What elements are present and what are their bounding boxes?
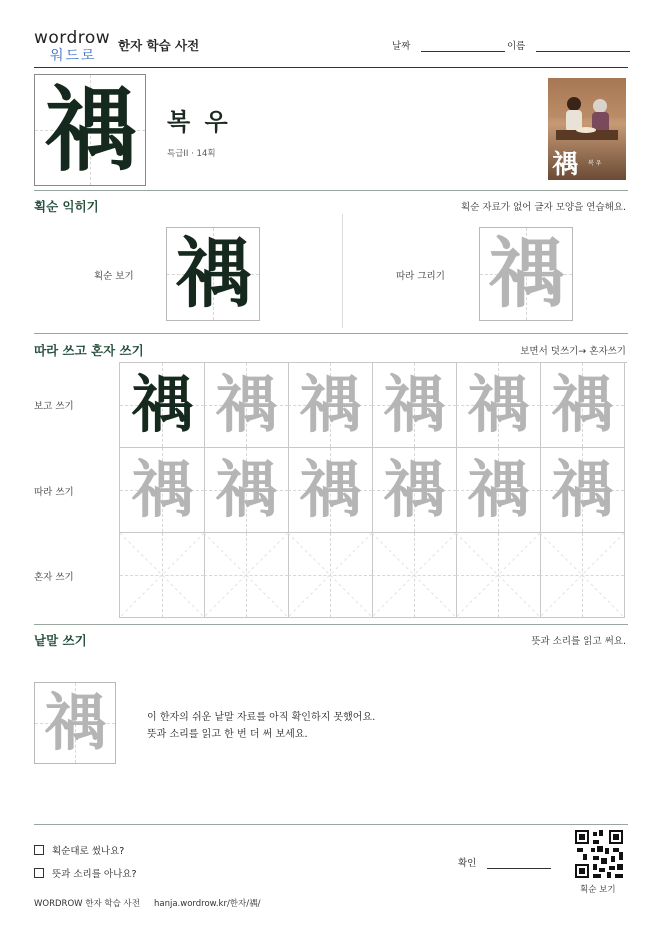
illustration-thumbnail bbox=[548, 78, 626, 180]
footer-brand: WORDROW 한자 학습 사전 bbox=[34, 899, 140, 909]
logo-wordmark: wordrow bbox=[34, 28, 111, 48]
header-divider bbox=[34, 67, 628, 68]
checkbox[interactable] bbox=[34, 845, 44, 855]
practice-cell[interactable]: 禑 bbox=[540, 448, 625, 533]
practice-cell-empty[interactable] bbox=[204, 533, 289, 618]
stroke-section-note: 획순 자료가 없어 글자 모양을 연습해요. bbox=[461, 202, 626, 213]
practice-cell[interactable]: 禑 bbox=[372, 448, 457, 533]
checkbox[interactable] bbox=[34, 868, 44, 878]
practice-section-note: 보면서 덧쓰기→ 혼자쓰기 bbox=[520, 346, 626, 357]
name-line[interactable] bbox=[536, 51, 630, 52]
thumbnail-character: 禑 bbox=[552, 150, 579, 180]
practice-cell[interactable]: 禑 bbox=[204, 363, 289, 448]
name-label: 이름 bbox=[507, 41, 526, 52]
thumbnail-reading: 복 우 bbox=[588, 160, 602, 167]
practice-cell[interactable]: 禑 bbox=[120, 448, 205, 533]
stroke-view-character: 禑 bbox=[175, 229, 251, 318]
stroke-divider bbox=[34, 333, 628, 334]
hero-grade: 특급II · 14획 bbox=[167, 149, 216, 159]
date-line[interactable] bbox=[421, 51, 505, 52]
stroke-trace-character: 禑 bbox=[488, 229, 564, 318]
word-divider bbox=[34, 824, 628, 825]
practice-cell[interactable]: 禑 bbox=[372, 363, 457, 448]
practice-cell-empty[interactable] bbox=[456, 533, 541, 618]
qr-code[interactable] bbox=[575, 830, 623, 878]
name-field[interactable] bbox=[507, 38, 630, 52]
word-message-line-2: 뜻과 소리를 읽고 한 번 더 써 보세요. bbox=[147, 729, 308, 740]
hero-character: 禑 bbox=[43, 76, 136, 184]
stroke-trace-label: 따라 그리기 bbox=[396, 271, 445, 282]
practice-row-label-3: 혼자 쓰기 bbox=[34, 572, 74, 583]
confirm-line[interactable] bbox=[487, 868, 551, 869]
word-section-title: 낱말 쓰기 bbox=[34, 633, 87, 648]
practice-cell[interactable]: 禑 bbox=[456, 363, 541, 448]
practice-grid bbox=[119, 362, 627, 618]
checklist-item[interactable] bbox=[34, 866, 137, 880]
checklist-label: 뜻과 소리를 아나요? bbox=[52, 869, 137, 880]
practice-cell-empty[interactable] bbox=[540, 533, 625, 618]
practice-row-label-2: 따라 쓰기 bbox=[34, 487, 74, 498]
practice-section-title: 따라 쓰고 혼자 쓰기 bbox=[34, 343, 144, 358]
stroke-view-box[interactable] bbox=[166, 227, 260, 321]
practice-row-label-1: 보고 쓰기 bbox=[34, 401, 74, 412]
practice-divider bbox=[34, 624, 628, 625]
logo-korean: 워드로 bbox=[50, 48, 97, 64]
hero-character-box bbox=[34, 74, 146, 186]
word-message-line-1: 이 한자의 쉬운 낱말 자료를 아직 확인하지 못했어요. bbox=[147, 712, 376, 723]
footer-url[interactable]: hanja.wordrow.kr/한자/禑/ bbox=[154, 899, 261, 909]
practice-cell-empty[interactable] bbox=[120, 533, 205, 618]
word-character-box[interactable] bbox=[34, 682, 116, 764]
confirm-field[interactable] bbox=[458, 855, 551, 869]
checklist-item[interactable] bbox=[34, 843, 124, 857]
date-field[interactable] bbox=[392, 38, 505, 52]
stroke-trace-box[interactable] bbox=[479, 227, 573, 321]
practice-cell[interactable]: 禑 bbox=[204, 448, 289, 533]
practice-cell[interactable]: 禑 bbox=[288, 448, 373, 533]
hero-reading: 복 우 bbox=[167, 108, 231, 136]
stroke-section-divider bbox=[342, 214, 343, 328]
qr-code-icon bbox=[575, 830, 623, 878]
stroke-view-label: 획순 보기 bbox=[94, 271, 134, 282]
logo bbox=[34, 28, 114, 68]
confirm-label: 확인 bbox=[458, 858, 477, 869]
checklist-label: 획순대로 썼나요? bbox=[52, 846, 125, 857]
hero-divider bbox=[34, 190, 628, 191]
qr-label: 획순 보기 bbox=[580, 885, 616, 895]
date-label: 날짜 bbox=[392, 41, 411, 52]
site-subtitle: 한자 학습 사전 bbox=[118, 38, 200, 53]
practice-cell[interactable]: 禑 bbox=[540, 363, 625, 448]
practice-cell[interactable]: 禑 bbox=[456, 448, 541, 533]
word-section-note: 뜻과 소리를 읽고 써요. bbox=[531, 636, 626, 647]
practice-cell-empty[interactable] bbox=[288, 533, 373, 618]
practice-cell-empty[interactable] bbox=[372, 533, 457, 618]
practice-cell[interactable]: 禑 bbox=[288, 363, 373, 448]
practice-cell[interactable]: 禑 bbox=[120, 363, 205, 448]
stroke-section-title: 획순 익히기 bbox=[34, 199, 99, 214]
word-character: 禑 bbox=[43, 686, 106, 759]
